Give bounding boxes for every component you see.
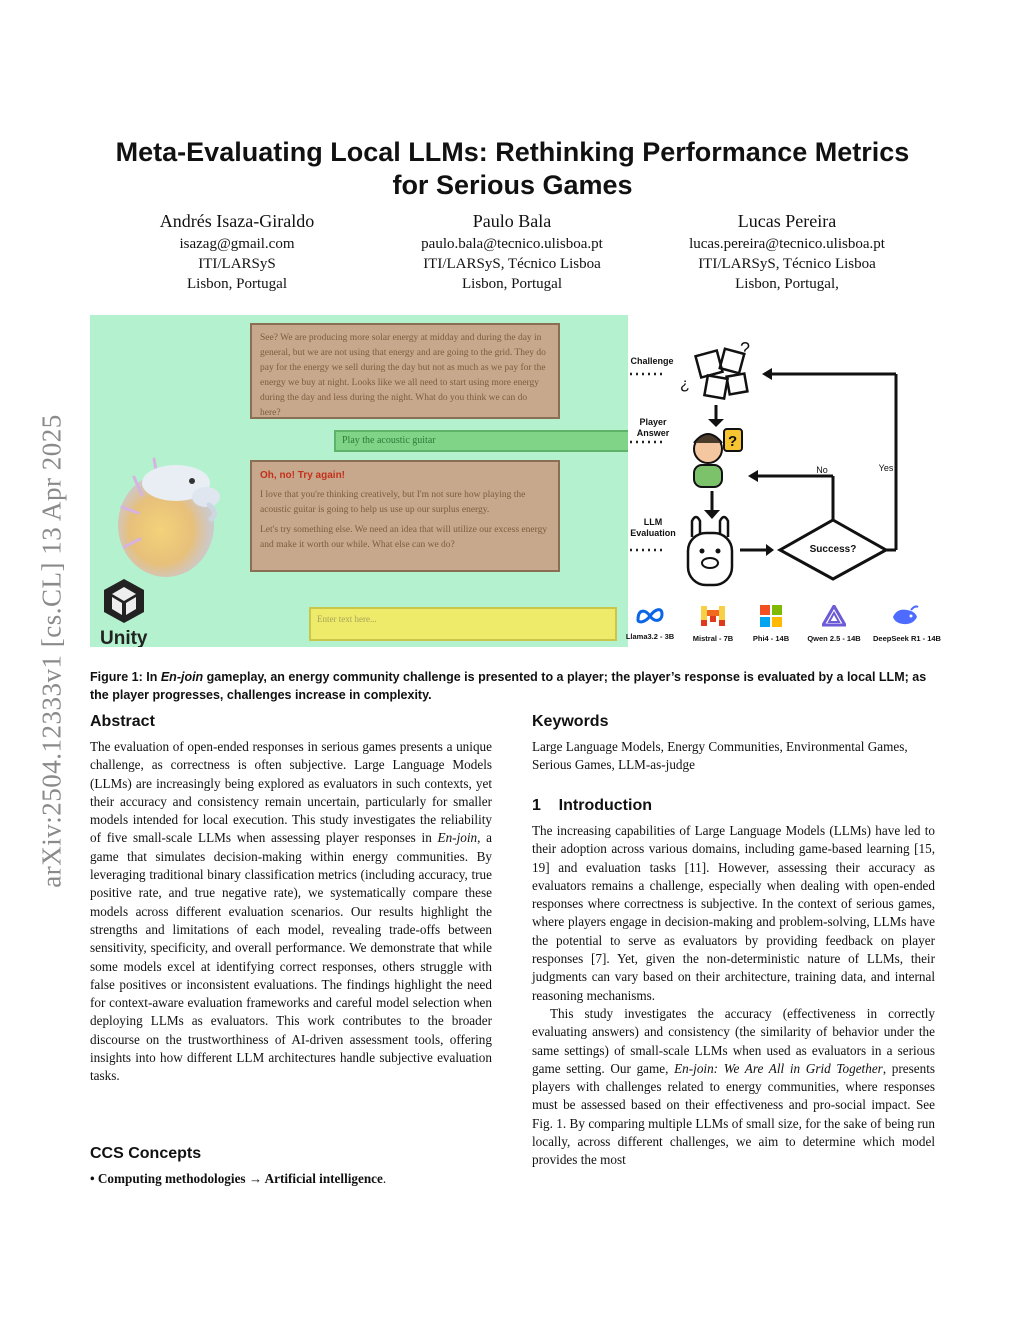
author-1: Andrés Isaza-Giraldo isazag@gmail.com ITI/LARSyS Lisbon, Portugal bbox=[97, 208, 377, 294]
keywords-heading: Keywords bbox=[532, 713, 609, 730]
puzzle-icon bbox=[680, 339, 750, 399]
label-yes: Yes bbox=[878, 463, 894, 473]
model-qwen: Qwen 2.5 - 14B bbox=[804, 605, 864, 643]
svg-text:?: ? bbox=[728, 433, 738, 450]
microsoft-logo-icon bbox=[760, 605, 782, 627]
text-input[interactable]: Enter text here... bbox=[309, 607, 617, 641]
author-email[interactable]: lucas.pereira@tecnico.ulisboa.pt bbox=[689, 236, 885, 252]
challenge-bubble: See? We are producing more solar energy at midday and during the day in general, but we are not using that energy and are going to the grid. They do pay for the energy we sell during the day but not as much as we pay for the energy we buy at night. Looks like we all need to start using more energy during the day and less during the night. What do you think we can do here? bbox=[250, 323, 560, 419]
figure-caption: Figure 1: In En-join gameplay, an energy community challenge is presented to a player; the player’s response is evaluated by a local LLM; as the player progresses, challenges increase in complexity. bbox=[90, 670, 927, 702]
author-email[interactable]: isazag@gmail.com bbox=[179, 236, 295, 252]
ccs-text: • Computing methodologies → Artificial intelligence. bbox=[90, 1171, 387, 1186]
keywords-text: Large Language Models, Energy Communities, Environmental Games, Serious Games, LLM-as-judge bbox=[532, 739, 908, 773]
abstract-heading: Abstract bbox=[90, 713, 155, 730]
ccs-heading: CCS Concepts bbox=[90, 1145, 202, 1162]
evaluation-bubble: Oh, no! Try again! I love that you're thinking creatively, but I'm not sure how playing the acoustic guitar is going to help us use up our surplus energy. Let's try something else. We need an idea that will utilize our excess energy and make it worth our while. What else can we do? bbox=[250, 460, 560, 572]
label-success: Success? bbox=[809, 544, 857, 555]
deepseek-whale-icon bbox=[891, 605, 919, 627]
unity-cube-icon bbox=[100, 577, 148, 623]
model-deepseek: DeepSeek R1 - 14B bbox=[873, 605, 937, 643]
paper-title: Meta-Evaluating Local LLMs: Rethinking Performance Metrics for Serious Games bbox=[115, 137, 910, 200]
player-icon bbox=[694, 429, 742, 487]
label-challenge: Challenge bbox=[630, 356, 674, 366]
game-screenshot bbox=[90, 315, 628, 647]
abstract-text: The evaluation of open-ended responses in serious games presents a unique challenge, as correctness is often subjective. Large Language Models (LLMs) are increasingly being explored as evaluators in such contexts, yet their accuracy and consistency remain uncertain, particularly for smaller models intended for local execution. This study investigates the reliability of five small-scale LLMs when assessing player responses in En-join, a game that simulates decision-making within energy communities. By leveraging traditional binary classification metrics (including accuracy, true positive rate, and true negative rate), we systematically compare these models across different evaluation scenarios. Our results highlight the strengths and limitations of each model, revealing trade-offs between sensitivity, specificity, and overall performance. We demonstrate that while some models excel at identifying correct responses, others struggle with false positives or inconsistent evaluations. The findings highlight the need for context-aware evaluation frameworks and careful model selection when deploying LLMs as evaluators. This work contributes to the broader discourse on the trustworthiness of AI-driven assessment tools, offering insights into how different LLM architectures handle subjective evaluation tasks. bbox=[90, 739, 492, 1084]
qwen-logo-icon bbox=[822, 605, 846, 627]
unity-logo: Unity bbox=[100, 577, 160, 647]
llm-llama-icon bbox=[688, 517, 732, 585]
svg-text:?: ? bbox=[740, 339, 751, 359]
evaluation-flow-diagram bbox=[625, 315, 941, 647]
model-mistral: Mistral - 7B bbox=[683, 605, 743, 643]
player-answer-bubble: Play the acoustic guitar bbox=[334, 430, 628, 452]
label-player-answer: Player Answer bbox=[636, 417, 670, 438]
arxiv-stamp: arXiv:2504.12333v1 [cs.CL] 13 Apr 2025 bbox=[36, 414, 67, 888]
author-3: Lucas Pereira lucas.pereira@tecnico.ulisboa.pt ITI/LARSyS, Técnico Lisboa Lisbon, Portugal, bbox=[647, 208, 927, 294]
label-no: No bbox=[816, 465, 828, 475]
creature-illustration bbox=[114, 447, 229, 587]
introduction-heading: 1 Introduction bbox=[532, 797, 652, 814]
introduction-text: The increasing capabilities of Large Language Models (LLMs) have led to their adoption across various domains, including game-based learning [15, 19] and evaluation tasks [11]. However, assessing their accuracy as evaluators remains a challenge, especially when dealing with open-ended responses where correctness is subjective. In the context of serious games, where players engage in decision-making and problem-solving, LLMs have the potential to serve as evaluators by providing feedback on player responses [7]. Yet, given the non-deterministic nature of LLMs, their judgments can vary based on their architecture, training data, and internal reasoning mechanisms. This study investigates the accuracy (effectiveness in correctly evaluating answers) and consistency (the similarity of behavior under the same settings) of small-scale LLMs when used as evaluators in a serious game setting. Our game, En-join: We Are All in Grid Together, presents players with challenges related to energy communities, where responses must be assessed based on their effectiveness and pro-social impact. See Fig. 1. By comparing multiple LLMs of small size, for the sake of being run locally, across different challenges, we aim to determine which model provides the most bbox=[532, 823, 936, 1168]
mistral-logo-icon bbox=[700, 605, 726, 627]
figure-1 bbox=[90, 315, 941, 647]
svg-text:¿: ¿ bbox=[680, 376, 690, 393]
meta-logo-icon bbox=[635, 605, 665, 625]
author-2: Paulo Bala paulo.bala@tecnico.ulisboa.pt ITI/LARSyS, Técnico Lisboa Lisbon, Portugal bbox=[372, 208, 652, 294]
model-llama: Llama3.2 - 3B bbox=[620, 605, 680, 641]
model-phi4: Phi4 - 14B bbox=[741, 605, 801, 643]
label-llm-evaluation: LLM Evaluation bbox=[630, 517, 676, 538]
author-email[interactable]: paulo.bala@tecnico.ulisboa.pt bbox=[421, 236, 603, 252]
